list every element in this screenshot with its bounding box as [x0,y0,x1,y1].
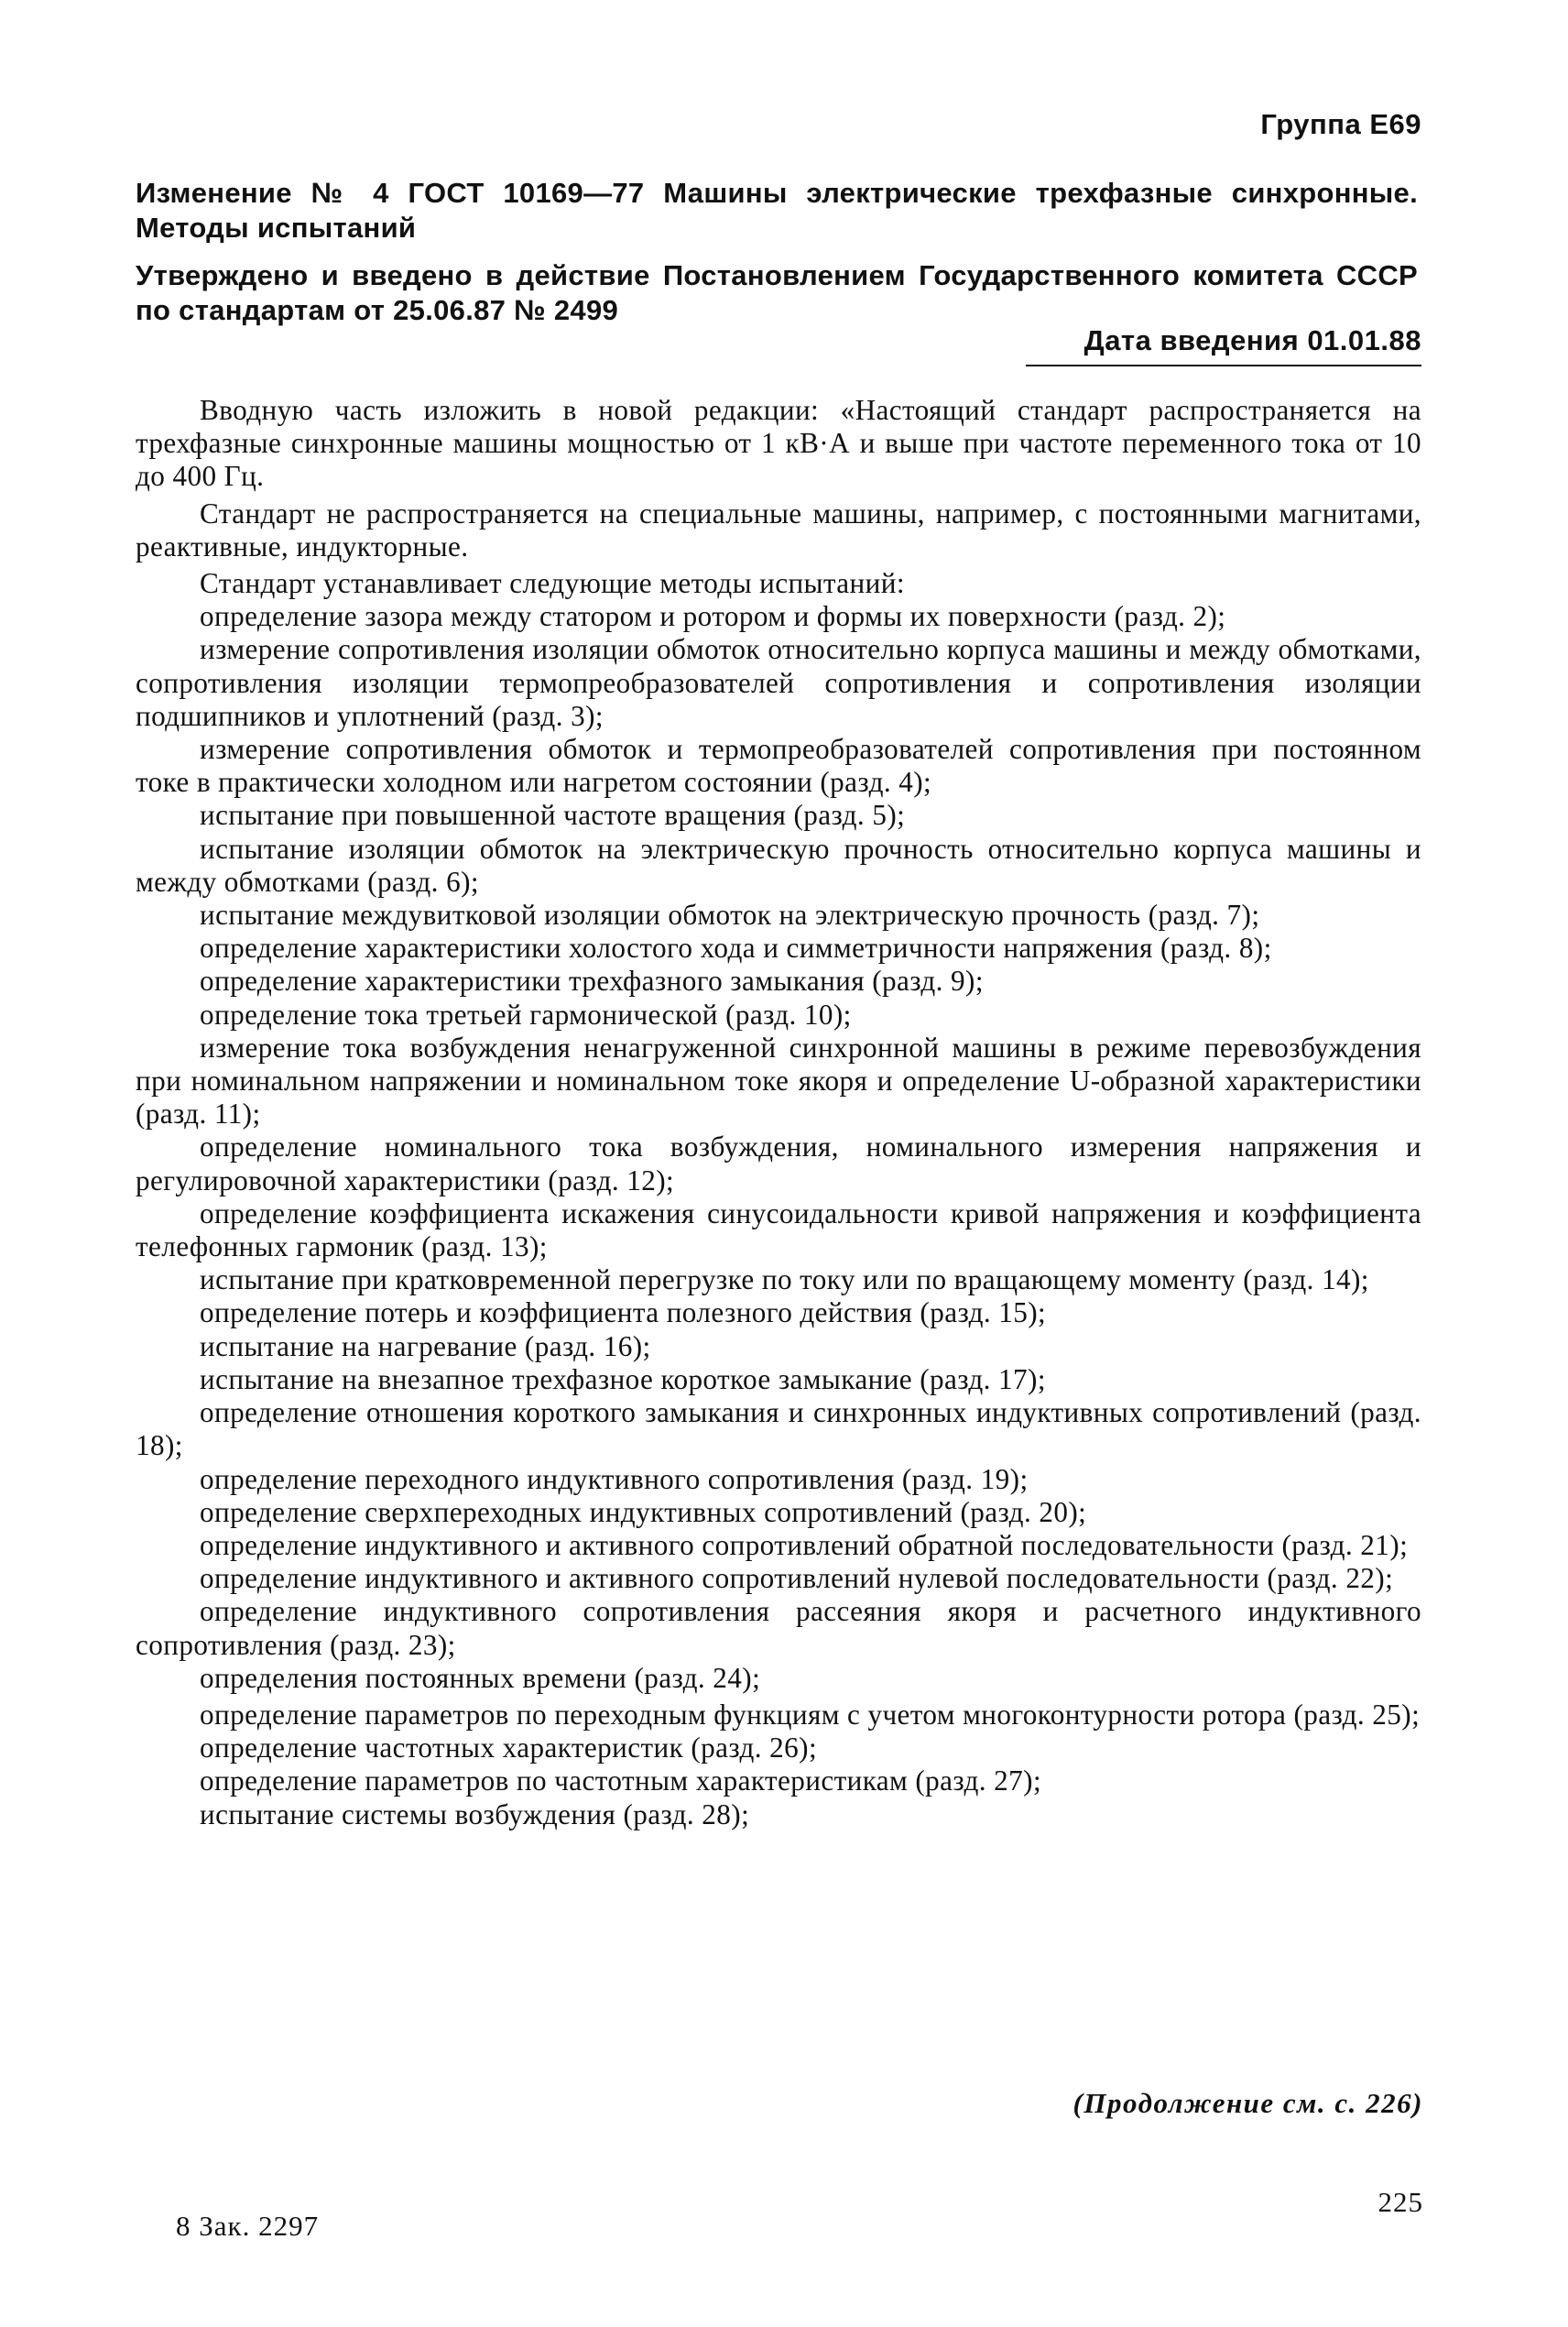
method-item: испытание изоляции обмоток на электрическую прочность относительно корпуса машины и между обмотками (разд. 6); [136,832,1421,898]
continuation-note: (Продолжение см. с. 226) [1073,2087,1423,2119]
method-item: определения постоянных времени (разд. 24); [200,1661,761,1694]
method-item: определение индуктивного и активного сопротивлений нулевой последовательности (разд. 22); [200,1562,1394,1595]
method-item: определение потерь и коэффициента полезного действия (разд. 15); [200,1296,1047,1329]
method-item: определение отношения короткого замыкания и синхронных индуктивных сопротивлений (разд. 18); [136,1396,1421,1462]
method-item: определение индуктивного и активного сопротивлений обратной последовательности (разд. 21); [200,1528,1409,1561]
paragraph-scope-exclusion: Стандарт не распространяется на специальные машины, например, с постоянными магнитами, реактивные, индукторные. [136,497,1421,563]
method-item: определение зазора между статором и ротором и формы их поверхности (разд. 2); [200,600,1226,633]
method-item: испытание при повышенной частоте вращения (разд. 5); [200,799,906,832]
paragraph-intro: Вводную часть изложить в новой редакции: «Настоящий стандарт распространяется на трехфазные синхронные машины мощностью от 1 кВ·А и выше при частоте переменного тока от 10 до 400 Гц. [136,394,1421,493]
method-item: определение параметров по частотным характеристикам (разд. 27); [200,1764,1042,1797]
method-item: измерение сопротивления обмоток и термопреобразователей сопротивления при постоянном токе в практически холодном или нагретом состоянии (разд. 4); [136,733,1421,799]
method-item: определение характеристики холостого хода и симметричности напряжения (разд. 8); [200,932,1272,965]
order-number: 8 Зак. 2297 [176,2210,320,2242]
method-item: определение сверхпереходных индуктивных сопротивлений (разд. 20); [200,1495,1087,1528]
page-number: 225 [1377,2186,1423,2218]
method-item: определение индуктивного сопротивления рассеяния якоря и расчетного индуктивного сопротивления (разд. 23); [136,1595,1421,1661]
method-item: определение переходного индуктивного сопротивления (разд. 19); [200,1462,1029,1495]
method-item: определение номинального тока возбуждения, номинального измерения напряжения и регулировочной характеристики (разд. 12); [136,1131,1421,1196]
method-item: испытание междувитковой изоляции обмоток на электрическую прочность (разд. 7); [200,899,1260,932]
approval-statement: Утверждено и введено в действие Постановлением Государственного комитета СССР по стандартам от 25.06.87 № 2499 [136,259,1418,326]
amendment-title: Изменение № 4 ГОСТ 10169—77 Машины электрические трехфазные синхронные. Методы испытаний [136,177,1418,244]
introduction-date: Дата введения 01.01.88 [1083,324,1421,356]
body-text [136,394,1421,1831]
method-item: определение параметров по переходным функциям с учетом многоконтурности ротора (разд. 25); [200,1698,1421,1731]
group-code: Группа Е69 [1260,108,1421,140]
method-item: испытание системы возбуждения (разд. 28); [200,1797,750,1830]
method-item: определение коэффициента искажения синусоидальности кривой напряжения и коэффициента телефонных гармоник (разд. 13); [136,1196,1421,1263]
method-item: определение частотных характеристик (разд. 26); [200,1732,818,1764]
method-item: испытание на нагревание (разд. 16); [200,1329,651,1362]
method-item: испытание при кратковременной перегрузке по току или по вращающему моменту (разд. 14); [200,1263,1369,1296]
date-underline [1026,365,1421,366]
method-item: измерение сопротивления изоляции обмоток относительно корпуса машины и между обмотками, сопротивления изоляции термопреобразователей сопротивления и сопротивления изоляции подшипников и уплотнений (разд. 3); [136,633,1421,732]
method-item: измерение тока возбуждения ненагруженной синхронной машины в режиме перевозбуждения при номинальном напряжении и номинальном токе якоря и определение U-образной характеристики (разд. 11); [136,1031,1421,1131]
method-item: определение характеристики трехфазного замыкания (разд. 9); [200,965,984,998]
paragraph-methods-lead: Стандарт устанавливает следующие методы испытаний: [200,567,905,600]
method-item: определение тока третьей гармонической (разд. 10); [200,998,852,1031]
method-item: испытание на внезапное трехфазное короткое замыкание (разд. 17); [200,1362,1046,1395]
